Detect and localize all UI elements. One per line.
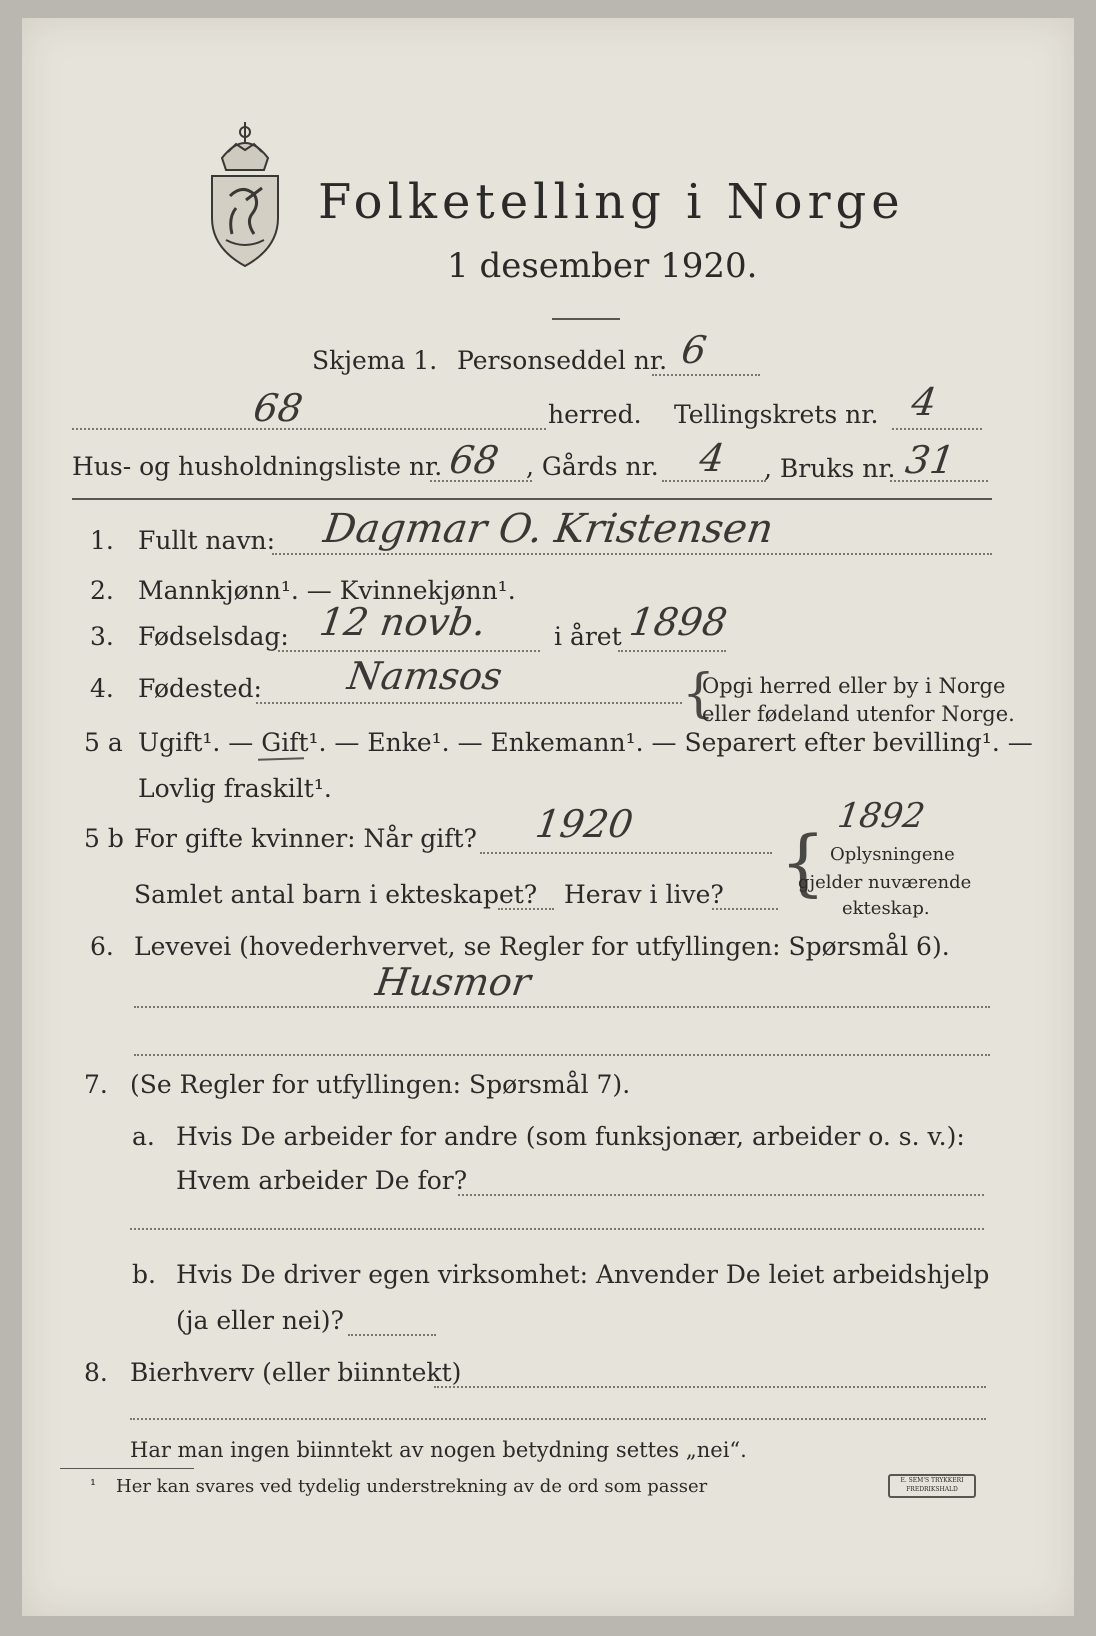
tellingskrets-value[interactable]: 4: [908, 380, 940, 424]
q8-line-2: [130, 1418, 986, 1420]
q5a-number: 5 a: [84, 728, 123, 757]
gender-options: Mannkjønn¹. — Kvinnekjønn¹.: [138, 576, 516, 605]
q5b-note-1: Oplysningene: [830, 844, 955, 865]
q8-note: Har man ingen biinntekt av nogen betydning settes „nei“.: [130, 1438, 747, 1462]
full-name-value[interactable]: Dagmar O. Kristensen: [320, 506, 777, 552]
q5b-note-2: gjelder nuværende: [798, 872, 972, 893]
q6-line-2: [134, 1054, 990, 1056]
q6-line-1: [134, 1006, 990, 1008]
form-title: Folketelling i Norge: [318, 174, 905, 230]
section-divider: [72, 498, 992, 500]
personseddel-line: [652, 374, 760, 376]
q6-label: Levevei (hovederhvervet, se Regler for utfyllingen: Spørsmål 6).: [134, 932, 950, 961]
married-year-value[interactable]: 1920: [532, 802, 636, 846]
q1-number: 1.: [90, 526, 114, 555]
footnote-divider: [60, 1468, 194, 1469]
birthdate-value[interactable]: 12 novb.: [316, 600, 489, 644]
q7-label: (Se Regler for utfyllingen: Spørsmål 7).: [130, 1070, 631, 1099]
q8-label: Bierhverv (eller biinntekt): [130, 1358, 462, 1387]
skjema-label: Skjema 1.: [312, 346, 438, 375]
q3-year-line: [618, 650, 726, 652]
q1-line: [272, 553, 992, 555]
footnote-marker: ¹: [90, 1476, 97, 1494]
q7a-line2: Hvem arbeider De for?: [176, 1166, 468, 1195]
gift-underline: [258, 757, 304, 761]
q5b-line: [480, 852, 772, 854]
herred-line: [72, 428, 546, 430]
q4-line: [256, 702, 682, 704]
q2-number: 2.: [90, 576, 114, 605]
q7b-line2: (ja eller nei)?: [176, 1306, 344, 1335]
bruks-label: , Bruks nr.: [764, 454, 896, 483]
q7b-line1: Hvis De driver egen virksomhet: Anvender De leiet arbeidshjelp: [176, 1260, 990, 1289]
personseddel-label: Personseddel nr.: [457, 346, 668, 375]
q7b-line: [348, 1334, 436, 1336]
q7a-line-2: [130, 1228, 984, 1230]
birth-year-value[interactable]: 1898: [626, 600, 730, 644]
form-date: 1 desember 1920.: [447, 246, 758, 286]
title-divider: [552, 318, 620, 320]
bruks-value[interactable]: 31: [902, 438, 958, 482]
q8-line: [434, 1386, 986, 1388]
footnote-text: Her kan svares ved tydelig understrekning av de ord som passer: [116, 1476, 708, 1497]
coat-of-arms-icon: [202, 118, 288, 268]
herred-value[interactable]: 68: [250, 386, 306, 430]
q3-year-label: i året: [554, 622, 622, 651]
q5b-alive-label: Herav i live?: [564, 880, 724, 909]
q8-number: 8.: [84, 1358, 108, 1387]
hus-value[interactable]: 68: [446, 438, 502, 482]
q7a-line: [458, 1194, 984, 1196]
census-form-sheet: [22, 18, 1074, 1616]
q5b-note-3: ekteskap.: [842, 898, 930, 919]
q1-label: Fullt navn:: [138, 526, 276, 555]
marital-options-line2: Lovlig fraskilt¹.: [138, 774, 332, 803]
gards-label: , Gårds nr.: [526, 452, 659, 481]
q7-number: 7.: [84, 1070, 108, 1099]
q4-brace: {: [682, 664, 716, 724]
q3-number: 3.: [90, 622, 114, 651]
q6-number: 6.: [90, 932, 114, 961]
q7a-number: a.: [132, 1122, 155, 1151]
q5b-label: For gifte kvinner: Når gift?: [134, 824, 477, 853]
gards-line: [662, 480, 766, 482]
q5b-children-line: [498, 908, 554, 910]
herred-label: herred.: [548, 400, 642, 429]
printer-stamp: E. SEM'S TRYKKERI FREDRIKSHALD: [888, 1474, 976, 1498]
occupation-value[interactable]: Husmor: [372, 960, 534, 1004]
tellingskrets-label: Tellingskrets nr.: [674, 400, 879, 429]
personseddel-value[interactable]: 6: [678, 328, 710, 372]
tellingskrets-line: [892, 428, 982, 430]
hus-label: Hus- og husholdningsliste nr.: [72, 452, 443, 481]
q4-note-2: eller fødeland utenfor Norge.: [702, 702, 1015, 726]
q3-line: [278, 650, 540, 652]
side-year-value[interactable]: 1892: [835, 796, 928, 836]
marital-options: Ugift¹. — Gift¹. — Enke¹. — Enkemann¹. — Separert efter bevilling¹. —: [138, 728, 1033, 757]
q3-label: Fødselsdag:: [138, 622, 289, 651]
q7b-number: b.: [132, 1260, 156, 1289]
q7a-line1: Hvis De arbeider for andre (som funksjonær, arbeider o. s. v.):: [176, 1122, 965, 1151]
q4-label: Fødested:: [138, 674, 262, 703]
q5b-children-label: Samlet antal barn i ekteskapet?: [134, 880, 538, 909]
q5b-number: 5 b: [84, 824, 124, 853]
q4-number: 4.: [90, 674, 114, 703]
gards-value[interactable]: 4: [696, 436, 728, 480]
q4-note-1: Opgi herred eller by i Norge: [702, 674, 1006, 698]
q5b-brace: {: [780, 820, 826, 904]
q5b-alive-line: [712, 908, 778, 910]
birthplace-value[interactable]: Namsos: [344, 654, 505, 698]
